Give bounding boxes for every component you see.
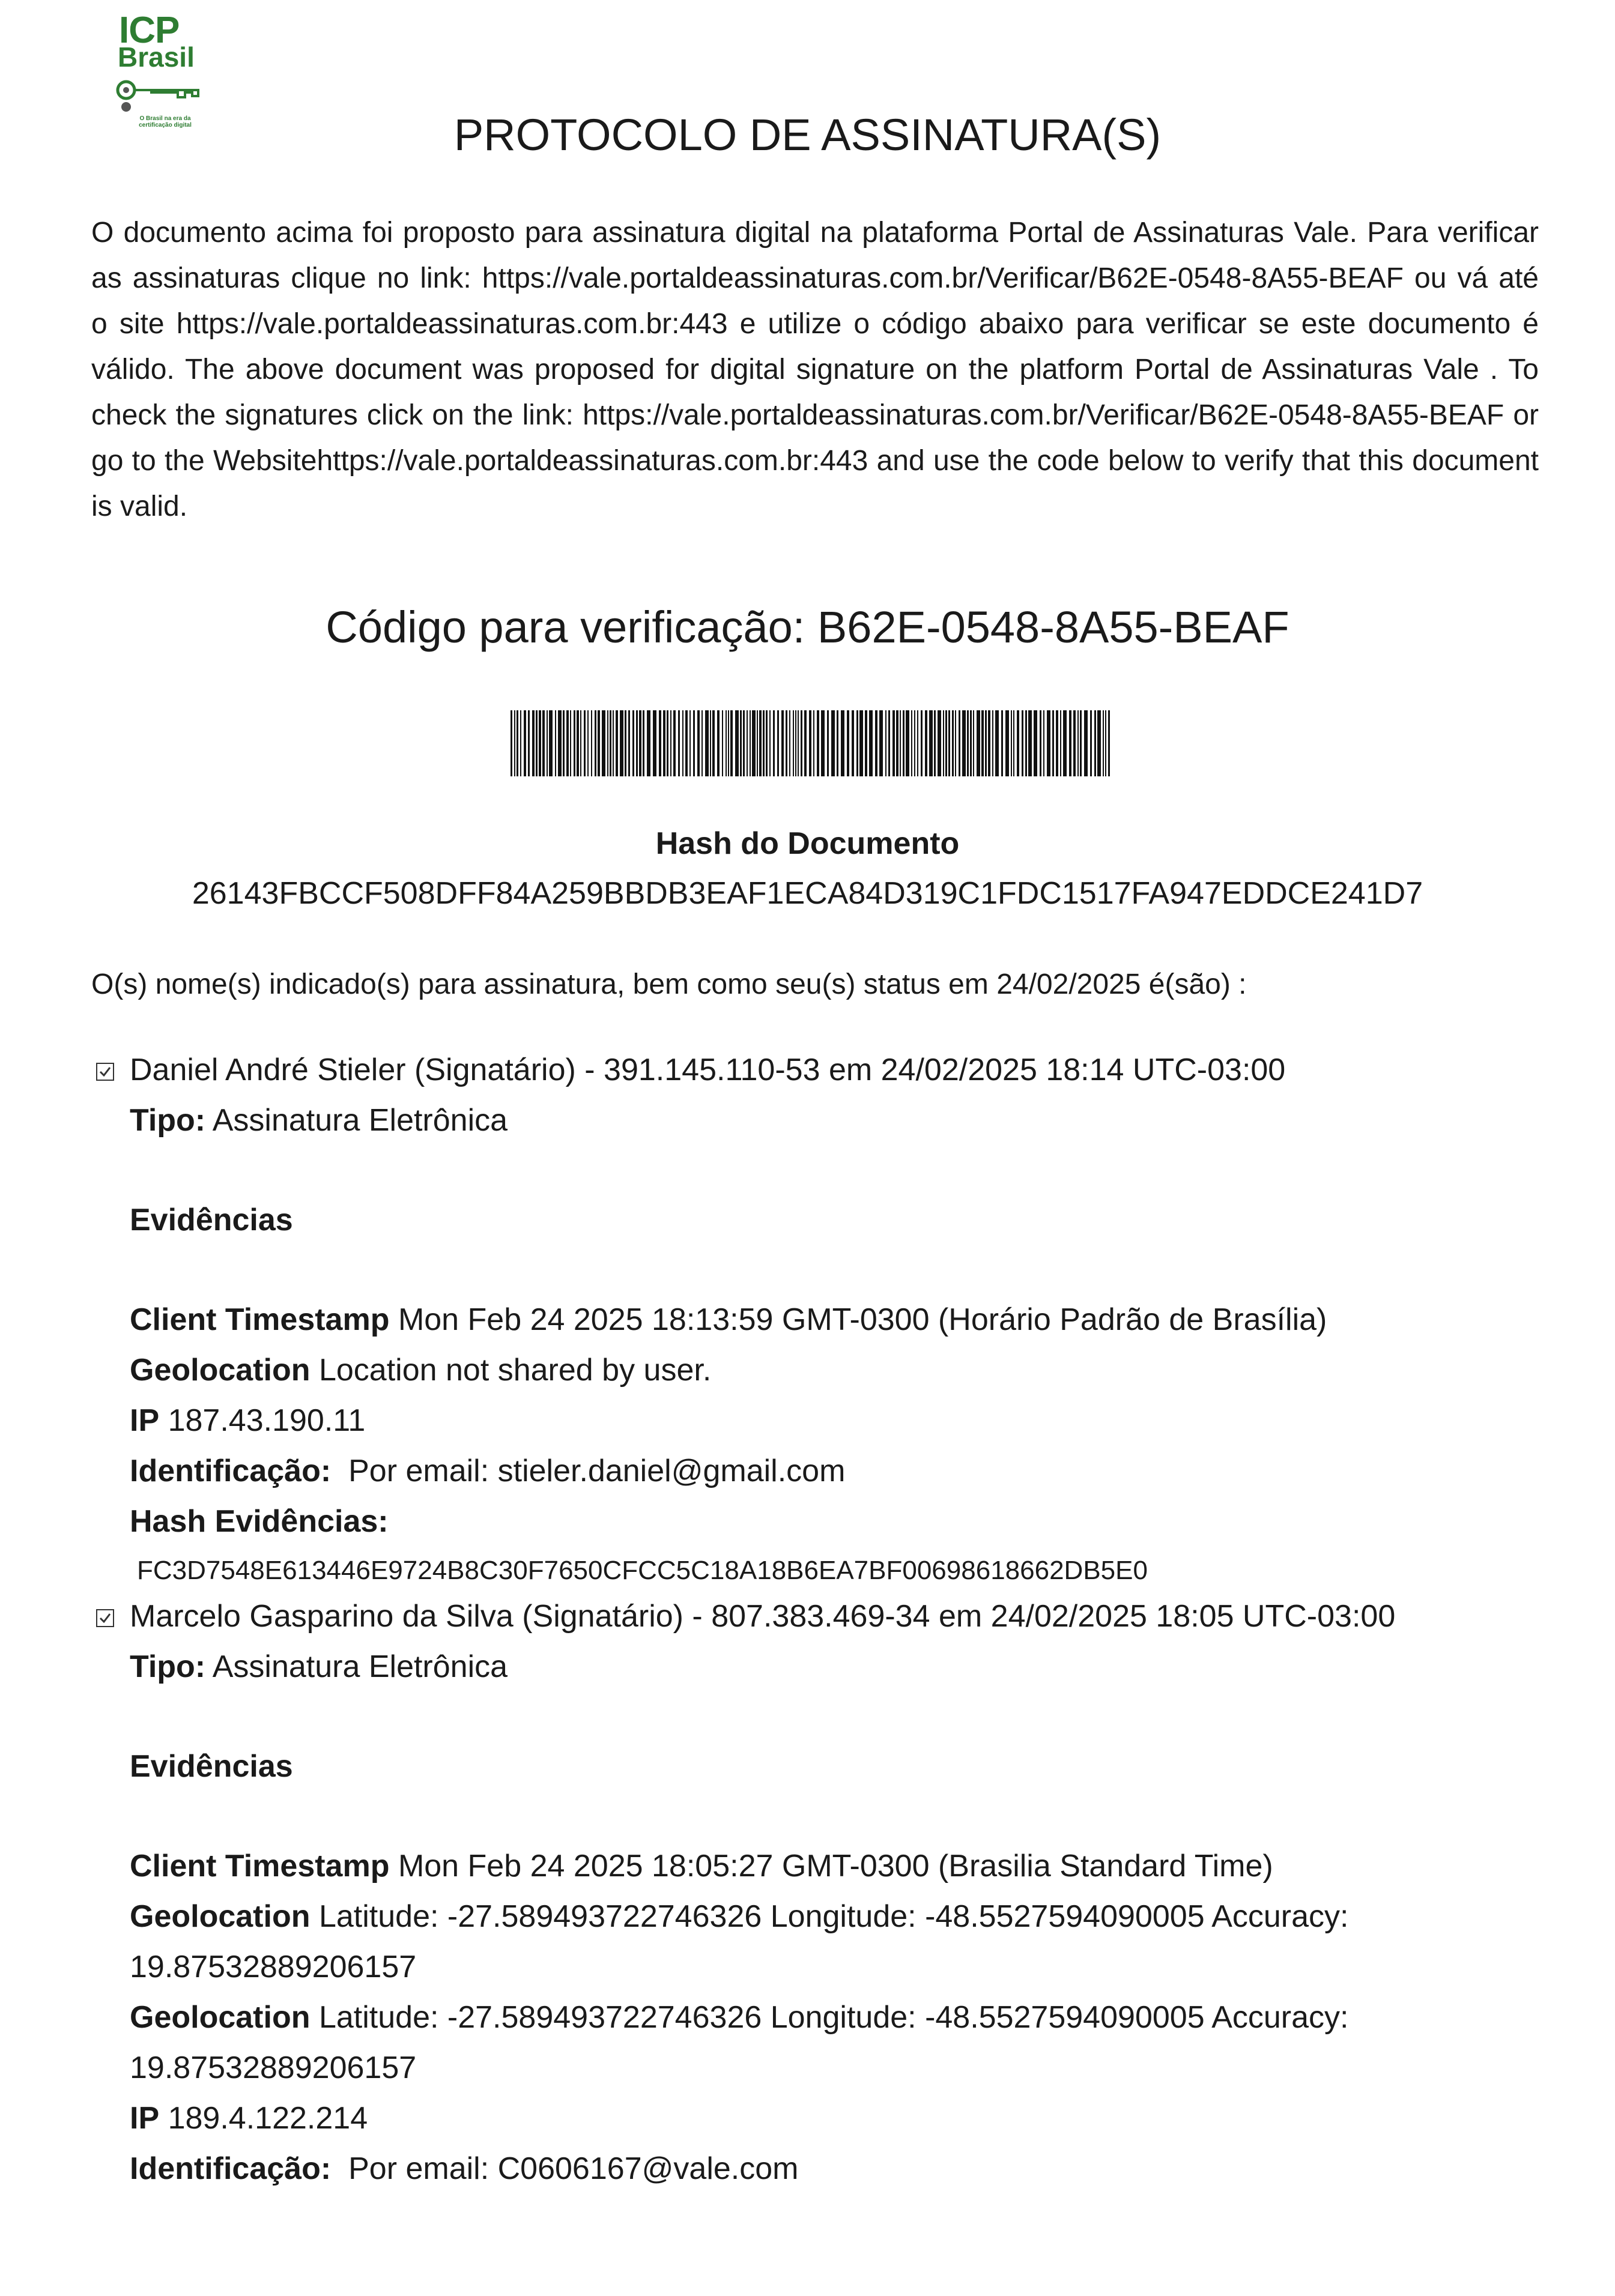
checkbox-checked-icon xyxy=(96,1609,114,1627)
client-timestamp-label: Client Timestamp xyxy=(130,1302,390,1337)
geolocation-accuracy: 19.87532889206157 xyxy=(130,2050,417,2085)
evidencias-heading: Evidências xyxy=(130,1203,293,1237)
identificacao-label: Identificação: xyxy=(130,2151,332,2186)
ip-label: IP xyxy=(130,1403,160,1438)
geolocation-label: Geolocation xyxy=(130,2000,311,2035)
verification-code: Código para verificação: B62E-0548-8A55-BEAF xyxy=(326,602,1289,652)
hash-evidencias-value: FC3D7548E613446E9724B8C30F7650CFCC5C18A18B6EA7BF00698618662DB5E0 xyxy=(137,1556,1148,1585)
tipo-value: Assinatura Eletrônica xyxy=(212,1649,508,1684)
client-timestamp-value: Mon Feb 24 2025 18:13:59 GMT-0300 (Horário Padrão de Brasília) xyxy=(398,1302,1327,1337)
status-line: O(s) nome(s) indicado(s) para assinatura, bem como seu(s) status em 24/02/2025 é(são) : xyxy=(91,968,1247,1000)
signer-header xyxy=(96,1045,1550,1095)
checkbox-checked-icon xyxy=(96,1063,114,1081)
geolocation xyxy=(96,1891,1550,1942)
geolocation-label: Geolocation xyxy=(130,1899,311,1934)
geolocation-accuracy: 19.87532889206157 xyxy=(130,1950,417,1984)
geolocation-value: Location not shared by user. xyxy=(318,1353,712,1388)
client-timestamp xyxy=(96,1295,1550,1345)
signer-header xyxy=(96,1591,1550,1642)
client-timestamp-value: Mon Feb 24 2025 18:05:27 GMT-0300 (Brasilia Standard Time) xyxy=(398,1849,1273,1884)
ip-address xyxy=(96,2093,1550,2143)
geolocation-value: Latitude: -27.589493722746326 Longitude: -48.5527594090005 Accuracy: xyxy=(318,1899,1349,1934)
hash-title: Hash do Documento xyxy=(655,826,960,861)
geolocation xyxy=(96,1992,1550,2043)
identificacao-value: Por email: C0606167@vale.com xyxy=(348,2151,799,2186)
ip-value: 187.43.190.11 xyxy=(168,1403,366,1438)
signer-header-text: Daniel André Stieler (Signatário) - 391.145.110-53 em 24/02/2025 18:14 UTC-03:00 xyxy=(130,1053,1286,1087)
signer-block xyxy=(96,1591,1550,2194)
tipo-label: Tipo: xyxy=(130,1649,206,1684)
signer-type xyxy=(96,1095,1550,1146)
ip-label: IP xyxy=(130,2101,160,2136)
intro-paragraph: O documento acima foi proposto para assinatura digital na plataforma Portal de Assinaturas Vale. Para verificar as assinaturas clique no link: https://vale.portaldeassinaturas.com.br/Verificar/B62E-0548-8A55-BEAF ou vá até o site https://vale.portaldeassinaturas.com.br:443 e utilize o código abaixo para verificar se este documento é válido. The above document was proposed for digital signature on the platform Portal de Assinaturas Vale . To check the signatures click on the link: https://vale.portaldeassinaturas.com.br/Verificar/B62E-0548-8A55-BEAF or go to the Websitehttps://vale.portaldeassinaturas.com.br:443 and use the code below to verify that this document is valid. xyxy=(91,217,1539,522)
client-timestamp-label: Client Timestamp xyxy=(130,1849,390,1884)
evidencias-heading: Evidências xyxy=(130,1749,293,1784)
identificacao-label: Identificação: xyxy=(130,1454,332,1488)
signer-block xyxy=(96,1045,1550,1595)
page-title: PROTOCOLO DE ASSINATURA(S) xyxy=(453,110,1162,160)
client-timestamp xyxy=(96,1841,1550,1891)
signer-header-text: Marcelo Gasparino da Silva (Signatário) - 807.383.469-34 em 24/02/2025 18:05 UTC-03:00 xyxy=(130,1599,1396,1634)
logo-icp-text: ICP xyxy=(119,10,180,51)
signer-type xyxy=(96,1642,1550,1692)
hash-evidencias-label: Hash Evidências: xyxy=(130,1504,389,1539)
geolocation xyxy=(96,1345,1550,1395)
hash-value: 26143FBCCF508DFF84A259BBDB3EAF1ECA84D319C1FDC1517FA947EDDCE241D7 xyxy=(192,876,1423,911)
logo-tagline: O Brasil na era da certificação digital xyxy=(139,115,192,128)
ip-value: 189.4.122.214 xyxy=(168,2101,368,2136)
geolocation-value: Latitude: -27.589493722746326 Longitude: -48.5527594090005 Accuracy: xyxy=(318,2000,1349,2035)
tipo-value: Assinatura Eletrônica xyxy=(212,1103,508,1138)
identificacao-value: Por email: stieler.daniel@gmail.com xyxy=(348,1454,846,1488)
logo-brasil-text: Brasil xyxy=(118,41,195,73)
barcode-image xyxy=(511,710,1111,776)
identification xyxy=(96,1446,1550,1496)
identification xyxy=(96,2143,1550,2194)
tipo-label: Tipo: xyxy=(130,1103,206,1138)
ip-address xyxy=(96,1395,1550,1446)
geolocation-label: Geolocation xyxy=(130,1353,311,1388)
